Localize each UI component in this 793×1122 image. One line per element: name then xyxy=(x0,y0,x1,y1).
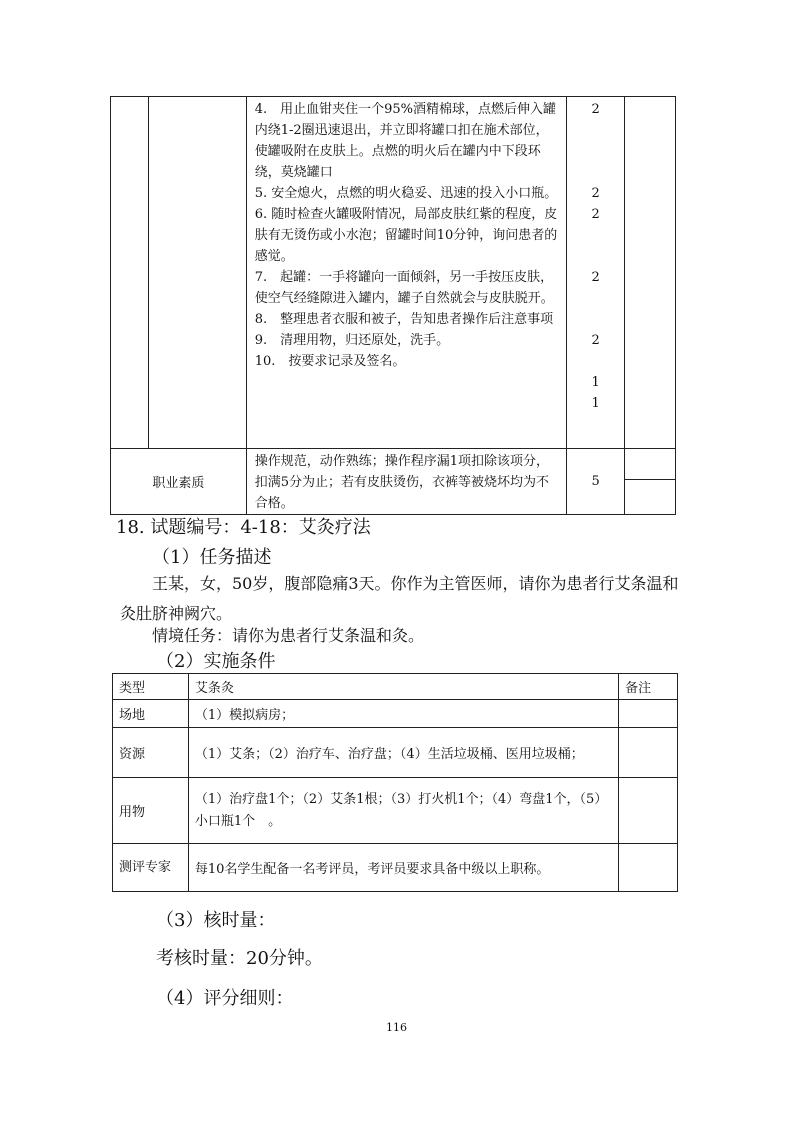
step-item: 6. 随时检查火罐吸附情况，局部皮肤红紫的程度，皮肤有无烫伤或小水泡；留罐时间10分钟，询问患者的感觉。 xyxy=(254,207,558,264)
conditions-row xyxy=(113,728,678,778)
row-content: 每10名学生配备一名考评员，考评员要求具备中级以上职称。 xyxy=(188,844,618,892)
step-score: 2 xyxy=(591,270,600,285)
time-text: 考核时量：20分钟。 xyxy=(156,948,323,969)
category-cell xyxy=(111,97,149,449)
subcategory-cell xyxy=(148,97,246,449)
step-score: 2 xyxy=(591,186,600,201)
row-content: （1）治疗盘1个；（2）艾条1根；（3）打火机1个；（4）弯盘1个，（5）小口瓶1个 。 xyxy=(188,778,618,844)
steps-cell xyxy=(246,97,566,449)
row-type: 资源 xyxy=(113,728,189,778)
step-item: 8. 整理患者衣服和被子，告知患者操作后注意事项 xyxy=(254,312,554,327)
step-score: 1 xyxy=(591,396,600,411)
professional-score: 5 xyxy=(567,449,625,515)
time-heading: （3）核时量： xyxy=(156,910,276,931)
row-remark xyxy=(619,700,678,728)
conditions-heading: （2）实施条件 xyxy=(156,651,276,672)
step-score: 2 xyxy=(591,333,600,348)
step-item: 5. 安全熄火，点燃的明火稳妥、迅速的投入小口瓶。 xyxy=(254,186,558,201)
deduction-cell xyxy=(625,97,676,449)
conditions-row xyxy=(113,700,678,728)
row-type: 测评专家 xyxy=(113,844,189,892)
conditions-row xyxy=(113,778,678,844)
header-content: 艾条灸 xyxy=(188,674,618,700)
scoring-rules-heading: （4）评分细则： xyxy=(156,988,294,1009)
row-type: 用物 xyxy=(113,778,189,844)
conditions-table xyxy=(112,673,678,892)
professional-text: 操作规范，动作熟练；操作程序漏1项扣除该项分，扣满5分为止；若有皮肤烫伤，衣裤等被烧坏均为不合格。 xyxy=(246,449,566,515)
header-type: 类型 xyxy=(113,674,189,700)
steps-row xyxy=(111,97,676,449)
professional-deduction-cell xyxy=(625,449,676,515)
step-item: 10. 按要求记录及签名。 xyxy=(254,354,406,369)
step-score: 1 xyxy=(591,375,600,390)
step-item: 4. 用止血钳夹住一个95%酒精棉球，点燃后伸入罐内绕1-2圈迅速退出，并立即将罐口扣在施术部位，使罐吸附在皮肤上。点燃的明火后在罐内中下段环绕，莫烧罐口 xyxy=(254,102,557,180)
row-remark xyxy=(619,778,678,844)
row-type: 场地 xyxy=(113,700,189,728)
row-remark xyxy=(619,728,678,778)
row-content: （1）模拟病房； xyxy=(188,700,618,728)
professional-label: 职业素质 xyxy=(111,449,247,515)
conditions-header-row xyxy=(113,674,678,700)
scoring-table xyxy=(110,96,676,515)
row-remark xyxy=(619,844,678,892)
section-title: 18. 试题编号：4-18：艾灸疗法 xyxy=(116,517,371,538)
step-item: 9. 清理用物，归还原处，洗手。 xyxy=(254,333,450,348)
step-score: 2 xyxy=(591,102,600,117)
row-content: （1）艾条；（2）治疗车、治疗盘；（4）生活垃圾桶、医用垃圾桶； xyxy=(188,728,618,778)
step-item: 7. 起罐：一手将罐向一面倾斜，另一手按压皮肤，使空气经缝隙进入罐内，罐子自然就会与皮肤脱开。 xyxy=(254,270,554,306)
header-remark: 备注 xyxy=(619,674,678,700)
professional-row xyxy=(111,449,676,515)
scores-cell xyxy=(567,97,625,449)
step-score: 2 xyxy=(591,207,600,222)
task-heading: （1）任务描述 xyxy=(152,547,272,568)
conditions-row xyxy=(113,844,678,892)
task-description: 王某，女，50岁，腹部隐痛3天。你作为主管医师，请你为患者行艾条温和灸肚脐神阙穴。 xyxy=(120,574,679,623)
page-number: 116 xyxy=(386,1021,407,1034)
task-scenario: 情境任务：请你为患者行艾条温和灸。 xyxy=(152,626,425,645)
